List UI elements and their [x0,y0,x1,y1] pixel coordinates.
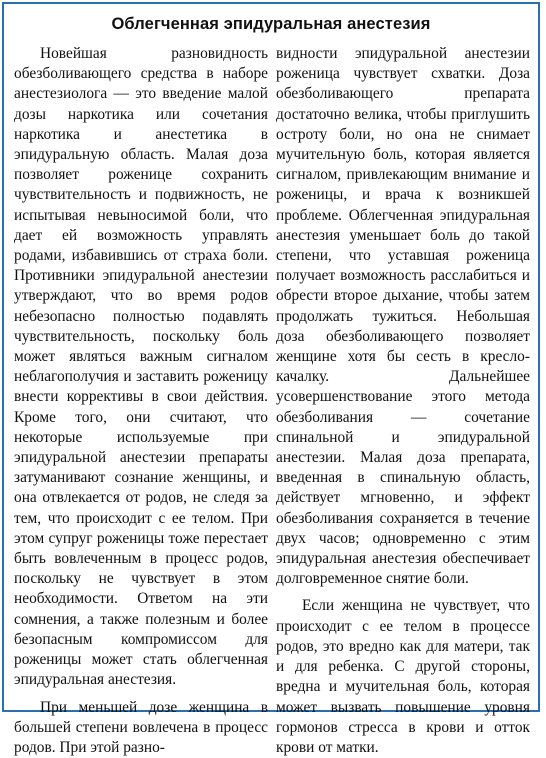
right-column [276,44,530,706]
left-column [14,44,268,706]
article-columns [14,44,530,706]
right-paragraph-1: видности эпидуральной анестезии роженица чувствует схватки. Доза обезболивающего препарата достаточно велика, чтобы приглушить остроту боли, но она не снимает мучительную боль, которая является сигналом, привлекающим внимание и роженицы, и врача к возникшей проблеме. Облегченная эпидуральная анестезия уменьшает боль до такой степени, что уставшая роженица получает возможность расслабиться и обрести второе дыхание, чтобы затем продолжать тужиться. Небольшая доза обезболивающего позволяет женщине хотя бы сесть в кресло-качалку. Дальнейшее усовершенствование этого метода обезболивания — сочетание спинальной и эпидуральной анестезии. Малая доза препарата, введенная в спинальную область, действует мгновенно, и эффект обезболивания сохраняется в течение двух часов; одновременно с этим эпидуральная анестезия обеспечивает долговременное снятие боли. [276,44,530,589]
article-frame [2,2,540,712]
right-paragraph-2: Если женщина не чувствует, что происходит с ее телом в процессе родов, это вредно как для матери, так и для ребенка. С другой стороны, вредна и мучительная боль, которая может вызвать повышение уровня гормонов стресса в крови и отток крови от матки. [276,596,530,758]
article-title: Облегченная эпидуральная анестезия [4,14,538,34]
left-paragraph-1: Новейшая разновидность обезболивающего средства в наборе анестезиолога — это введение малой дозы наркотика или сочетания наркотика и анестетика в эпидуральную область. Малая доза позволяет роженице сохранить чувствительность и подвижность, не испытывая невыносимой боли, что дает ей возможность управлять родами, избавившись от страха боли. Противники эпидуральной анестезии утверждают, что во время родов небезопасно полностью подавлять чувствительность, поскольку боль может являться важным сигналом неблагополучия и заставить роженицу внести коррективы в свои действия. Кроме того, они считают, что некоторые используемые при эпидуральной анестезии препараты затуманивают сознание женщины, и она отвлекается от родов, не следя за тем, что происходит с ее телом. При этом супруг роженицы тоже перестает быть вовлеченным в процесс родов, поскольку не чувствует в этом необходимости. Ответом на эти сомнения, а также полезным и более безопасным компромиссом для роженицы может стать облегченная эпидуральная анестезия. [14,44,268,691]
left-paragraph-2: При меньшей дозе женщина в большей степени вовлечена в процесс родов. При этой разно- [14,698,268,758]
